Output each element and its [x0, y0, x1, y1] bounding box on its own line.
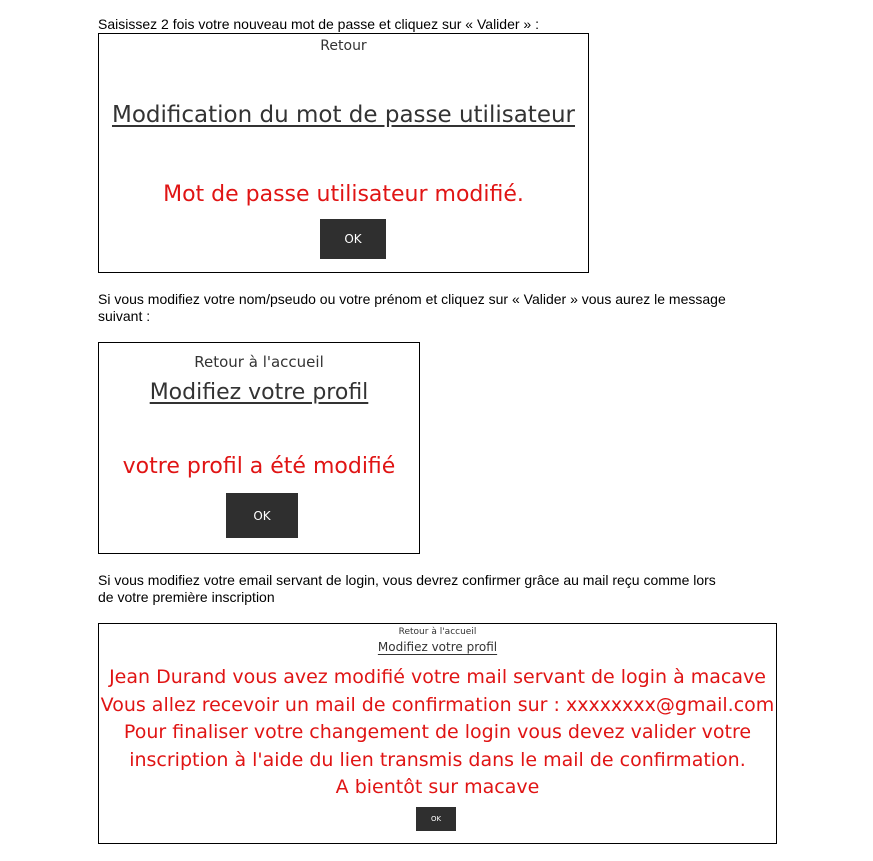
page-title: Modifiez votre profil	[149, 380, 369, 405]
page-title: Modification du mot de passe utilisateur	[111, 102, 576, 128]
page-title: Modifiez votre profil	[377, 640, 498, 654]
back-home-link[interactable]: Retour à l'accueil	[194, 353, 324, 371]
intro-profile-text-line1: Si vous modifiez votre nom/pseudo ou votre prénom et cliquez sur « Valider » vous aurez le message	[98, 291, 726, 307]
back-home-link[interactable]: Retour à l'accueil	[398, 627, 477, 637]
intro-password-text: Saisissez 2 fois votre nouveau mot de passe et cliquez sur « Valider » :	[98, 16, 539, 32]
email-modified-screenshot	[98, 623, 777, 844]
profile-modified-screenshot	[98, 342, 420, 554]
message-line: Vous allez recevoir un mail de confirmation sur : xxxxxxxx@gmail.com	[100, 693, 775, 716]
ok-button[interactable]: OK	[416, 807, 456, 831]
message-line: Jean Durand vous avez modifié votre mail servant de login à macave	[109, 666, 766, 688]
ok-button[interactable]: OK	[320, 219, 386, 259]
message-line: A bientôt sur macave	[335, 776, 540, 798]
ok-button[interactable]: OK	[226, 493, 298, 538]
password-modified-screenshot	[98, 33, 589, 273]
intro-email-text-line1: Si vous modifiez votre email servant de login, vous devrez confirmer grâce au mail reçu comme lors	[98, 572, 716, 588]
intro-profile-text-line2: suivant :	[98, 308, 151, 324]
intro-email-text-line2: de votre première inscription	[98, 589, 275, 605]
back-link[interactable]: Retour	[320, 38, 367, 54]
confirmation-message	[99, 664, 776, 802]
message-line: inscription à l'aide du lien transmis dans le mail de confirmation.	[129, 748, 746, 771]
success-message: votre profil a été modifié	[122, 454, 396, 479]
message-line: Pour finaliser votre changement de login vous devez valider votre	[123, 721, 752, 743]
success-message: Mot de passe utilisateur modifié.	[163, 182, 524, 207]
